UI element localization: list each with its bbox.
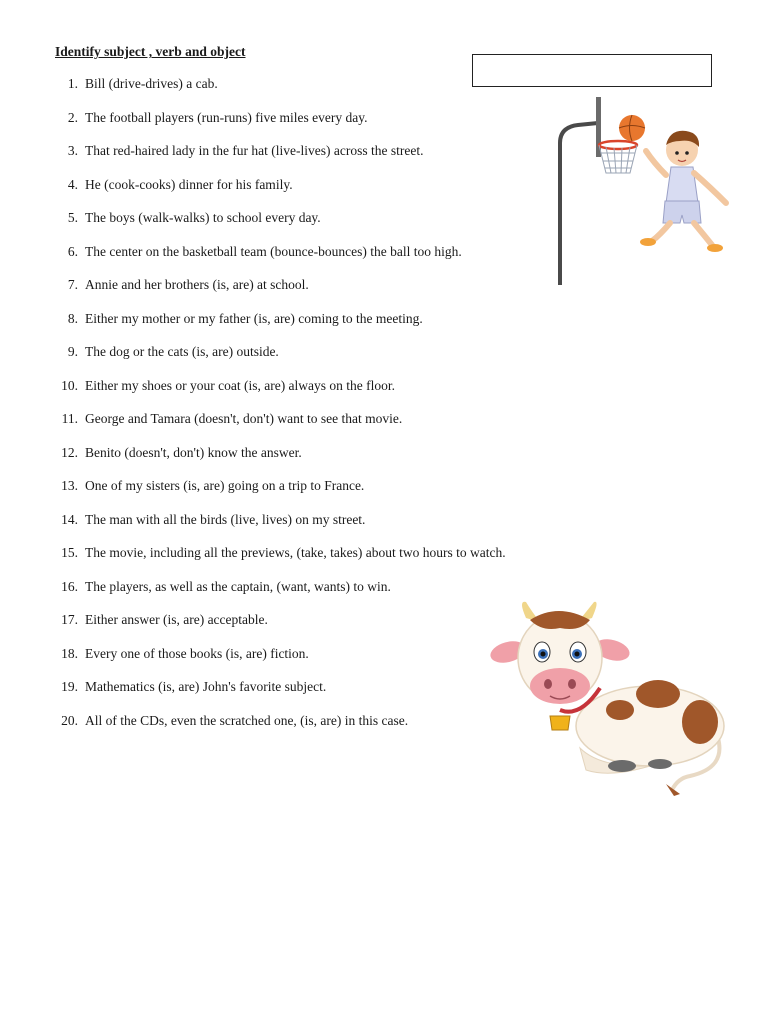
question-text: The movie, including all the previews, (take, takes) about two hours to watch.	[85, 545, 506, 560]
question-text: Annie and her brothers (is, are) at school.	[85, 277, 309, 292]
question-number: 4.	[67, 176, 78, 192]
question-text: All of the CDs, even the scratched one, (is, are) in this case.	[85, 712, 409, 728]
question-number: 11.	[61, 411, 78, 426]
boy-figure	[640, 131, 726, 252]
question-number: 1.	[67, 76, 78, 91]
question-text: The dog or the cats (is, are) outside.	[85, 344, 279, 359]
hoop-rim	[599, 141, 637, 149]
question-number: 13.	[61, 478, 78, 493]
question-number: 14.	[61, 511, 78, 527]
question-number: 5.	[67, 210, 78, 225]
cow-illustration	[490, 598, 730, 798]
question-text: Mathematics (is, are) John's favorite subject.	[85, 679, 327, 694]
question-number: 20.	[61, 712, 78, 728]
basketball-player-illustration	[548, 95, 738, 290]
question-number: 6.	[67, 243, 78, 259]
question-text: George and Tamara (doesn't, don't) want to see that movie.	[85, 411, 403, 426]
name-answer-box[interactable]	[472, 54, 712, 87]
cow-bell	[550, 716, 570, 730]
hoop-pole	[560, 123, 598, 285]
question-text: Either my shoes or your coat (is, are) always on the floor.	[85, 377, 396, 393]
question-text: The football players (run-runs) five miles every day.	[85, 109, 368, 125]
question-text: The man with all the birds (live, lives) on my street.	[85, 511, 366, 527]
question-number: 9.	[67, 344, 78, 359]
question-text: Either my mother or my father (is, are) coming to the meeting.	[85, 310, 423, 326]
question-text: Every one of those books (is, are) fiction.	[85, 645, 309, 661]
question-number: 18.	[61, 645, 78, 661]
question-text: Benito (doesn't, don't) know the answer.	[85, 444, 302, 460]
worksheet-title: Identify subject , verb and object	[55, 44, 246, 59]
question-number: 10.	[61, 377, 78, 393]
question-text: The players, as well as the captain, (want, wants) to win.	[85, 578, 391, 594]
question-number: 16.	[61, 578, 78, 594]
question-number: 3.	[67, 143, 78, 158]
question-number: 7.	[67, 277, 78, 292]
question-text: The center on the basketball team (bounce-bounces) the ball too high.	[85, 243, 462, 259]
question-text: That red-haired lady in the fur hat (live-lives) across the street.	[85, 143, 424, 158]
question-text: The boys (walk-walks) to school every day.	[85, 210, 321, 225]
question-text: Bill (drive-drives) a cab.	[85, 76, 218, 91]
question-number: 19.	[61, 679, 78, 694]
question-number: 12.	[61, 444, 78, 460]
question-text: He (cook-cooks) dinner for his family.	[85, 176, 293, 192]
question-text: One of my sisters (is, are) going on a trip to France.	[85, 478, 365, 493]
question-number: 2.	[67, 109, 78, 125]
question-number: 15.	[61, 545, 78, 560]
basketball	[619, 115, 645, 141]
question-number: 17.	[61, 612, 78, 627]
question-number: 8.	[67, 310, 78, 326]
question-text: Either answer (is, are) acceptable.	[85, 612, 268, 627]
